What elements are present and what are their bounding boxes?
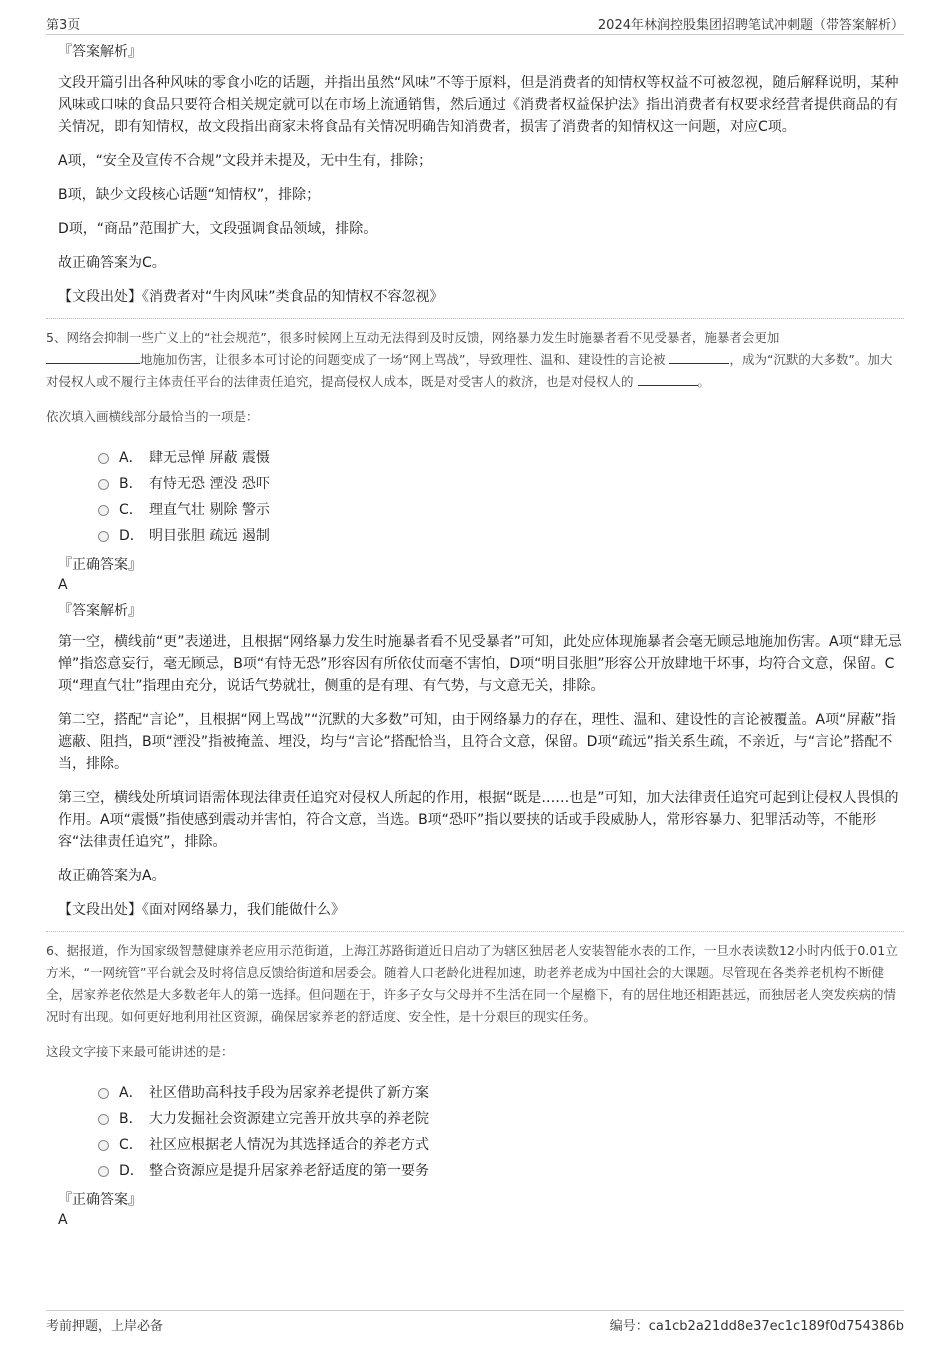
option-d[interactable]: D． 整合资源应是提升居家养老舒适度的第一要务 [98, 1158, 904, 1184]
option-b[interactable]: B． 有恃无恐 湮没 恐吓 [98, 471, 904, 497]
option-b[interactable]: B． 大力发掘社会资源建立完善开放共享的养老院 [98, 1106, 904, 1132]
source-citation: 【文段出处】《消费者对“牛肉风味”类食品的知情权不容忽视》 [58, 289, 444, 305]
question-text: 6、据报道，作为国家级智慧健康养老应用示范街道，上海江苏路街道近日启动了为辖区独居老人安装智能水表的工作，一旦水表读数12小时内低于0.01立方米，“一网统管”平台就会及时将信息反馈给街道和居委会。随着人口老龄化进程加速，助老养老成为中国社会的大课题。尽管现在各类养老机构不断健全，居家养老依然是大多数老年人的第一选择。但问题在于，许多子女与父母并不生活在同一个屋檐下，有的居住地还相距甚远，而独居老人突发疾病的情况时有出现。如何更好地利用社区资源，确保居家养老的舒适度、安全性，是十分艰巨的现实任务。 [46, 943, 898, 1024]
analysis-paragraph: 文段开篇引出各种风味的零食小吃的话题，并指出虽然“风味”不等于原料，但是消费者的知情权等权益不可被忽视，随后解释说明，某种风味或口味的食品只要符合相关规定就可以在市场上流通销售，然后通过《消费者权益保护法》指出消费者有权要求经营者提供商品的有关情况，即有知情权，故文段指出商家未将食品有关情况明确告知消费者，损害了消费者的知情权这一问题，对应C项。 [58, 75, 899, 135]
radio-icon[interactable] [98, 505, 109, 516]
correct-answer-label: 『正确答案』 [58, 1192, 142, 1208]
analysis-paragraph: D项，“商品”范围扩大，文段强调食品领域，排除。 [58, 221, 378, 237]
option-a[interactable]: A． 社区借助高科技手段为居家养老提供了新方案 [98, 1080, 904, 1106]
analysis-label: 『答案解析』 [58, 603, 142, 619]
analysis-paragraph: 故正确答案为C。 [58, 255, 166, 271]
radio-icon[interactable] [98, 1088, 109, 1099]
analysis-paragraph: 故正确答案为A。 [58, 868, 166, 884]
footer-slogan: 考前押题，上岸必备 [46, 1319, 164, 1334]
document-serial: 编号：ca1cb2a21dd8e37ec1c189f0d754386b [609, 1319, 904, 1334]
q6-answer [46, 1190, 904, 1230]
radio-icon[interactable] [98, 479, 109, 490]
analysis-paragraph: B项，缺少文段核心话题“知情权”，排除； [58, 187, 321, 203]
page-footer [46, 1310, 904, 1335]
option-list [98, 445, 904, 549]
document-title: 2024年林润控股集团招聘笔试冲刺题（带答案解析） [597, 18, 904, 33]
correct-answer: A [58, 577, 68, 593]
question-6 [46, 940, 904, 1230]
radio-icon[interactable] [98, 1140, 109, 1151]
page-number: 第3页 [46, 18, 81, 33]
analysis-paragraph: 第三空，横线处所填词语需体现法律责任追究对侵权人所起的作用，根据“既是……也是”可知，加大法律责任追究可起到让侵权人畏惧的作用。A项“震慑”指使感到震动并害怕，符合文意，当选。B项“恐吓”指以要挟的话或手段威胁人，常形容暴力、犯罪活动等，不能形容“法律责任追究”，排除。 [58, 790, 899, 850]
divider [46, 931, 904, 932]
correct-answer: A [58, 1212, 68, 1228]
option-list [98, 1080, 904, 1184]
correct-answer-label: 『正确答案』 [58, 557, 142, 573]
option-c[interactable]: C． 理直气壮 剔除 警示 [98, 497, 904, 523]
radio-icon[interactable] [98, 1114, 109, 1125]
q5-answer [46, 555, 904, 921]
option-c[interactable]: C． 社区应根据老人情况为其选择适合的养老方式 [98, 1132, 904, 1158]
radio-icon[interactable] [98, 453, 109, 464]
analysis-label: 『答案解析』 [58, 44, 142, 60]
divider [46, 318, 904, 319]
option-d[interactable]: D． 明目张胆 疏远 遏制 [98, 523, 904, 549]
question-prompt: 这段文字接下来最可能讲述的是： [46, 1044, 234, 1059]
question-text: 5、网络会抑制一些广义上的“社会规范”，很多时候网上互动无法得到及时反馈，网络暴力发生时施暴者看不见受暴者，施暴者会更加 地施加伤害，让很多本可讨论的问题变成了一场“网上骂战”，导致理性、温和、建设性的言论被 ，成为“沉默的大多数”。加大对侵权人或不履行主体责任平台的法律责任追究，提高侵权人成本，既是对受害人的救济，也是对侵权人的 。 [46, 330, 893, 389]
analysis-paragraph: 第二空，搭配“言论”，且根据“网上骂战”“沉默的大多数”可知，由于网络暴力的存在，理性、温和、建设性的言论被覆盖。A项“屏蔽”指遮蔽、阻挡，B项“湮没”指被掩盖、埋没，均与“言论”搭配恰当，且符合文意，保留。D项“疏远”指关系生疏，不亲近，与“言论”搭配不当，排除。 [58, 712, 896, 772]
analysis-paragraph: 第一空，横线前“更”表递进，且根据“网络暴力发生时施暴者看不见受暴者”可知，此处应体现施暴者会毫无顾忌地施加伤害。A项“肆无忌惮”指恣意妄行，毫无顾忌，B项“有恃无恐”形容因有所依仗而毫不害怕，D项“明目张胆”形容公开放肆地干坏事，均符合文意，保留。C项“理直气壮”指理由充分，说话气势就壮，侧重的是有理、有气势，与文意无关，排除。 [58, 634, 902, 694]
analysis-paragraph: A项，“安全及宣传不合规”文段并未提及，无中生有，排除； [58, 153, 433, 169]
fill-blank [669, 349, 729, 364]
question-5 [46, 327, 904, 921]
radio-icon[interactable] [98, 1166, 109, 1177]
option-a[interactable]: A． 肆无忌惮 屏蔽 震慑 [98, 445, 904, 471]
fill-blank [638, 371, 698, 386]
source-citation: 【文段出处】《面对网络暴力，我们能做什么》 [58, 902, 345, 918]
fill-blank [46, 349, 140, 364]
radio-icon[interactable] [98, 531, 109, 542]
question-prompt: 依次填入画横线部分最恰当的一项是： [46, 409, 259, 424]
page-header [46, 12, 904, 35]
document-body [46, 42, 904, 1236]
q4-analysis [46, 42, 904, 308]
